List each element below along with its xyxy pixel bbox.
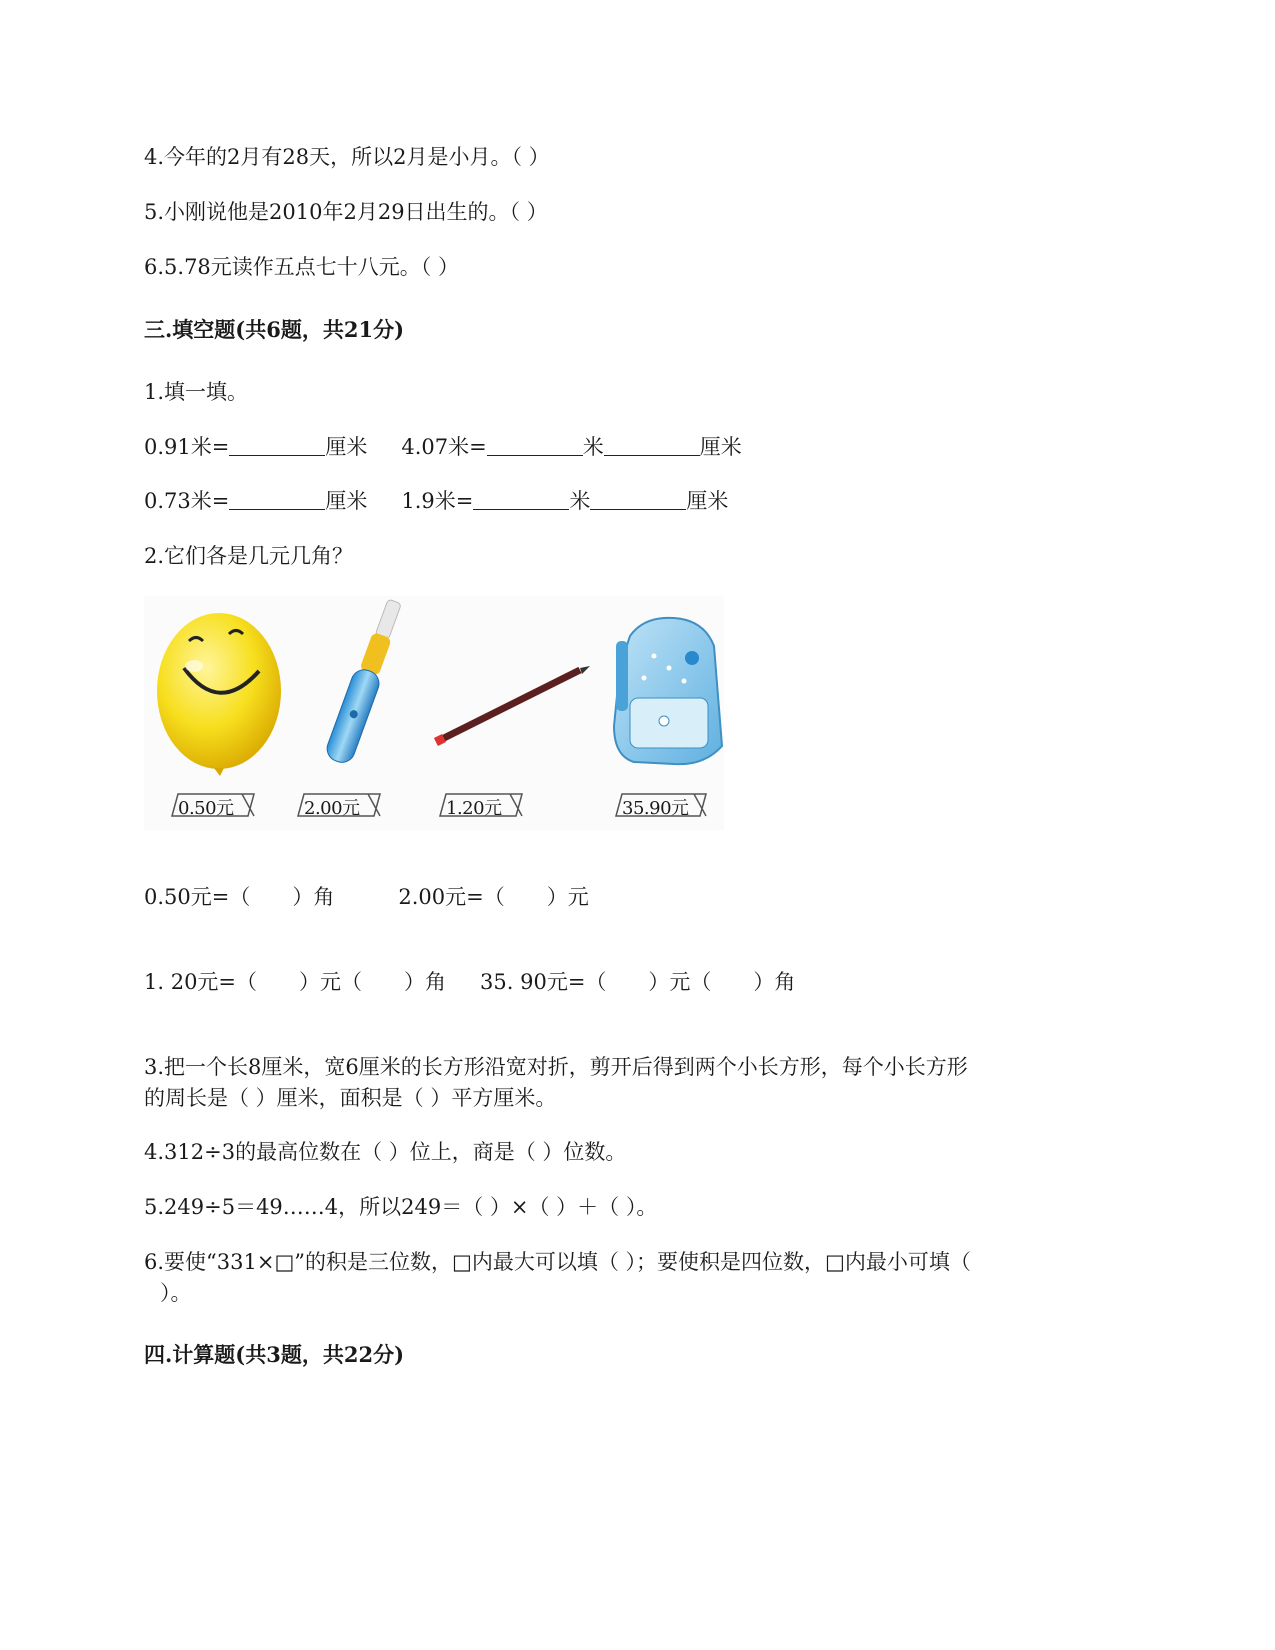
price-items-illustration xyxy=(144,596,724,830)
backpack-icon xyxy=(614,618,722,764)
q1-row2a-unit: 厘米 xyxy=(325,489,368,513)
q1-row1b-unit1: 米 xyxy=(582,435,604,459)
q1-row2b-unit1: 米 xyxy=(569,489,591,513)
price-tag-pencil xyxy=(434,792,526,819)
price-tag-label: 35.90元 xyxy=(622,798,689,819)
q1-row1b-prefix: 4.07米= xyxy=(401,435,487,459)
answer-blank[interactable] xyxy=(604,435,700,456)
q2-title: 2.它们各是几元几角？ xyxy=(144,544,354,568)
q4: 4.312÷3的最高位数在（ ）位上，商是（ ）位数。 xyxy=(144,1140,627,1164)
q2-row1b: 2.00元=（ ）元 xyxy=(398,885,589,909)
q5: 5.249÷5＝49……4，所以249＝（ ）×（ ）＋（ ）。 xyxy=(144,1195,658,1219)
q1-row1 xyxy=(144,433,742,461)
price-tag-label: 0.50元 xyxy=(178,798,234,819)
section3-heading: 三.填空题(共6题，共21分) xyxy=(144,317,405,342)
q1-row2b-prefix: 1.9米= xyxy=(401,489,474,513)
answer-blank[interactable] xyxy=(590,489,686,510)
section4-heading: 四.计算题(共3题，共22分) xyxy=(144,1342,405,1367)
q2-row2 xyxy=(144,968,795,996)
answer-blank[interactable] xyxy=(229,489,325,510)
price-tag-label: 1.20元 xyxy=(446,798,502,819)
price-tag-backpack xyxy=(610,792,710,819)
q2-row1 xyxy=(144,883,589,911)
q1-row1a-unit: 厘米 xyxy=(325,435,368,459)
q2-row1a: 0.50元=（ ）角 xyxy=(144,885,335,909)
price-tag-toothbrush xyxy=(292,792,384,819)
q1-title: 1.填一填。 xyxy=(144,380,249,404)
answer-blank[interactable] xyxy=(487,435,583,456)
price-tag-balloon xyxy=(166,792,258,819)
toothbrush-icon xyxy=(323,597,407,766)
judgement-item-4: 4.今年的2月有28天，所以2月是小月。（ ） xyxy=(144,145,550,169)
judgement-item-6: 6.5.78元读作五点七十八元。（ ） xyxy=(144,255,459,279)
q2-row2a: 1. 20元=（ ）元（ ）角 xyxy=(144,970,447,994)
q3-line1: 3.把一个长8厘米，宽6厘米的长方形沿宽对折，剪开后得到两个小长方形，每个小长方形 xyxy=(144,1055,968,1079)
q3-line2: 的周长是（ ）厘米，面积是（ ）平方厘米。 xyxy=(144,1086,557,1110)
judgement-item-5: 5.小刚说他是2010年2月29日出生的。（ ） xyxy=(144,200,548,224)
q6-line2: ）。 xyxy=(160,1281,192,1305)
q1-row2a-prefix: 0.73米= xyxy=(144,489,230,513)
answer-blank[interactable] xyxy=(473,489,569,510)
pencil-icon xyxy=(436,666,590,742)
q2-row2b: 35. 90元=（ ）元（ ）角 xyxy=(480,970,796,994)
balloon-icon xyxy=(157,613,281,776)
q1-row1a-prefix: 0.91米= xyxy=(144,435,230,459)
price-tag-label: 2.00元 xyxy=(304,798,360,819)
q1-row2b-unit2: 厘米 xyxy=(686,489,729,513)
q1-row2 xyxy=(144,487,728,515)
q6-line1: 6.要使“331×□”的积是三位数，□内最大可以填（ ）；要使积是四位数，□内最小可填（ xyxy=(144,1250,971,1274)
q1-row1b-unit2: 厘米 xyxy=(699,435,742,459)
answer-blank[interactable] xyxy=(229,435,325,456)
